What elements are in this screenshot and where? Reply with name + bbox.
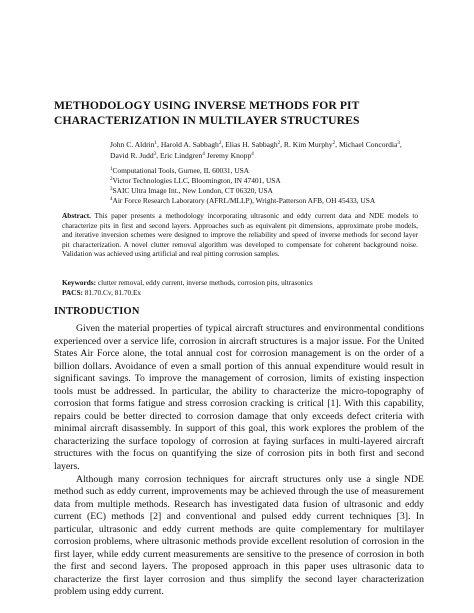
author: Jeremy Knopp$^4$ [206, 150, 254, 160]
paragraph: Although many corrosion techniques for aircraft structures only use a single NDE method such as eddy current, improvements may be achieved through the use of measurement data from multiple methods. Research has investigated data fusion of ultrasonic and eddy current (EC) methods [2] and conventional and pulsed eddy current techniques [3]. In particular, ultrasonic and eddy current methods are quite complementary for multilayer corrosion problems, where ultrasonic methods provide excellent resolution of corrosion in the first layer, while eddy current measurements are sensitive to the presence of corrosion in both the first and second layers. The proposed approach in this paper uses ultrasonic data to characterize the first layer corrosion and thus simplify the second layer characterization problem using eddy current. [54, 473, 424, 598]
author: Harold A. Sabbagh$^2$, [160, 140, 226, 149]
pacs-label: PACS: [62, 287, 83, 297]
affiliation: $^1$Computational Tools, Gurnee, IL 60031, USA [110, 166, 250, 175]
author: Michael Concordia$^3$, [338, 140, 402, 149]
affiliation: $^2$Victor Technologies LLC, Bloomington, IN 47401, USA [110, 176, 281, 185]
section-heading: INTRODUCTION [54, 306, 140, 317]
author: R. Kim Murphy$^2$, [283, 140, 339, 149]
affiliation: $^4$Air Force Research Laboratory (AFRL/MLLP), Wright-Patterson AFB, OH 45433, USA [110, 196, 376, 205]
author: Eric Lindgren$^4$ [159, 150, 205, 160]
paper-title [54, 98, 434, 128]
keywords-label: Keywords: [62, 278, 97, 287]
author-list [110, 140, 410, 161]
abstract-text: This paper presents a methodology incorporating ultrasonic and eddy current data and NDE models to characterize pits in first and second layers. Approaches such as equivalent pit dimensions, approximate probe models, and iterative inversion schemes were designed to improve the reliability and speed of inverse methods for second layer pit characterization. A novel clutter removal algorithm was developed to compensate for coherent background noise. Validation was achieved using artificial and real pitting corrosion samples. [62, 211, 418, 259]
author: John C. Aldrin$^1$, [110, 140, 161, 149]
author: Elias H. Sabbagh$^2$, [225, 140, 284, 149]
abstract [62, 211, 418, 259]
affiliation-list [110, 166, 430, 206]
body-text [54, 323, 424, 599]
title-line-1: METHODOLOGY USING INVERSE METHODS FOR PIT [54, 99, 360, 112]
pacs-text: 81.70.Cv, 81.70.Ex [84, 287, 142, 297]
pacs-line [62, 288, 418, 298]
keywords-line [62, 278, 418, 288]
keywords-text: clutter removal, eddy current, inverse methods, corrosion pits, ultrasonics [97, 278, 313, 287]
paragraph: Given the material properties of typical aircraft structures and environmental conditions experienced over a service life, corrosion in aircraft structures is a major issue. For the United States Air Force alone, the total annual cost for corrosion management is on the order of a billion dollars. Avoidance of even a small portion of this annual expenditure would result in significant savings. To improve the management of corrosion, limits of existing inspection tools must be addressed. In particular, the ability to characterize the micro-topography of corrosion that forms fatigue and stress corrosion cracking is critical [1]. With this capability, repairs could be better directed to corrosion damage that only exceeds defect criteria with minimal aircraft disassembly. In support of this goal, this work explores the problem of the characterizing the surface topology of corrosion at faying surfaces in multi-layered aircraft structures with the focus on quantifying the size of corrosion pits in both first and second layers. [54, 323, 424, 473]
abstract-label: Abstract. [62, 211, 91, 220]
keywords-block [62, 278, 418, 297]
title-line-2: CHARACTERIZATION IN MULTILAYER STRUCTURES [54, 114, 360, 127]
author: David R. Judd$^3$, [110, 150, 160, 160]
affiliation: $^3$SAIC Ultra Image Int., New London, CT 06320, USA [110, 186, 273, 195]
